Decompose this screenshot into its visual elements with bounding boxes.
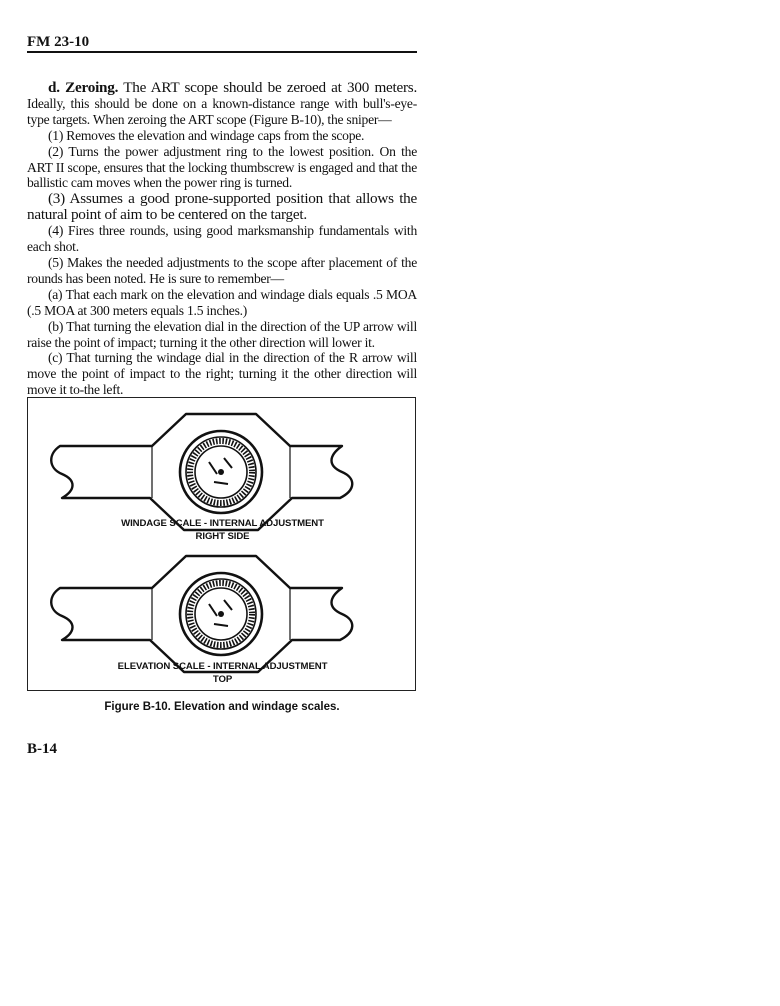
figure-illustration xyxy=(28,398,415,690)
figure-b-10 xyxy=(27,397,416,691)
step-1: (1) Removes the elevation and windage caps from the scope. xyxy=(48,127,365,143)
paragraph-lead: The ART scope should be zeroed at 300 meters. xyxy=(118,79,417,96)
paragraph-zeroing xyxy=(27,80,417,128)
paragraph-heading: d. Zeroing. xyxy=(48,79,119,96)
step-5c: (c) That turning the windage dial in the direction of the R arrow will move the point of impact to the right; turning it the other direction will move it to-the left. xyxy=(27,350,417,398)
page-number: B-14 xyxy=(27,741,57,757)
figure-caption: Figure B-10. Elevation and windage scales. xyxy=(104,701,340,713)
step-2: (2) Turns the power adjustment ring to the lowest position. On the ART II scope, ensures that the locking thumbscrew is engaged and that the ballistic cam moves when the power ring is turned. xyxy=(27,143,417,191)
header-rule xyxy=(27,51,417,53)
windage-dial-drawing xyxy=(51,414,352,530)
step-3: (3) Assumes a good prone-supported position that allows the natural point of aim to be centered on the target. xyxy=(27,190,417,224)
windage-scale-sublabel: RIGHT SIDE xyxy=(195,531,250,542)
page-header: FM 23-10 xyxy=(27,34,90,50)
elevation-scale-label: ELEVATION SCALE - INTERNAL ADJUSTMENT xyxy=(117,661,328,672)
step-5b: (b) That turning the elevation dial in the direction of the UP arrow will raise the point of impact; turning it the other direction will lower it. xyxy=(27,318,417,350)
step-4: (4) Fires three rounds, using good marksmanship fundamentals with each shot. xyxy=(27,223,417,255)
body-text xyxy=(27,80,417,398)
elevation-dial-drawing xyxy=(51,556,352,672)
step-5a: (a) That each mark on the elevation and windage dials equals .5 MOA (.5 MOA at 300 meters equals 1.5 inches.) xyxy=(27,286,417,318)
step-5: (5) Makes the needed adjustments to the scope after placement of the rounds has been noted. He is sure to remember— xyxy=(27,254,417,286)
paragraph-lead-continued: Ideally, this should be done on a known-distance range with bull's-eye-type targets. When zeroing the ART scope (Figure B-10), the sniper— xyxy=(27,95,417,127)
elevation-scale-sublabel: TOP xyxy=(212,674,233,685)
windage-scale-label: WINDAGE SCALE - INTERNAL ADJUSTMENT xyxy=(121,518,324,529)
